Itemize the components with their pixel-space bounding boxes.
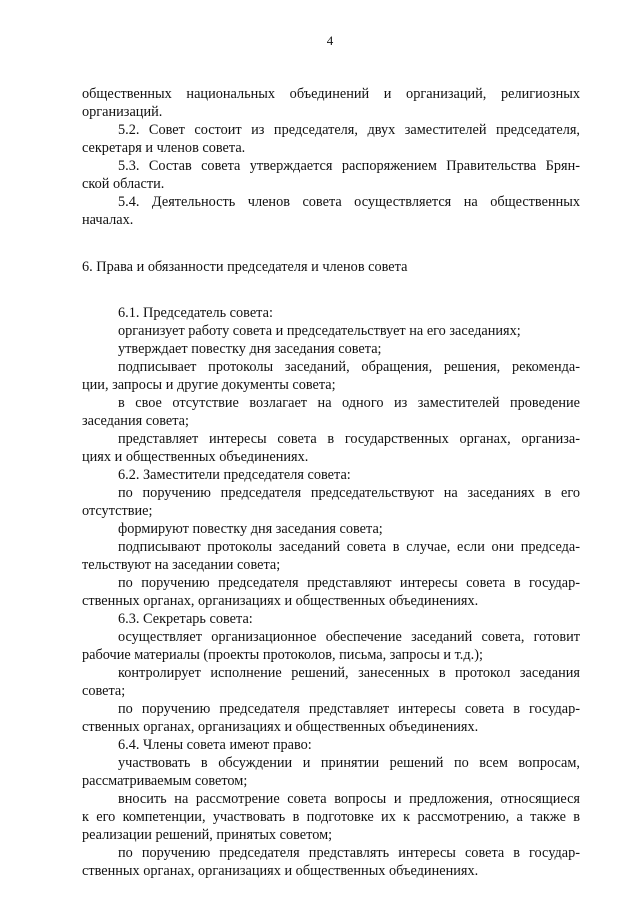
text-line: подписывает протоколы заседаний, обращения, решения, рекоменда- — [118, 359, 580, 375]
text-line: 5.3. Состав совета утверждается распоряжением Правительства Брян- — [118, 158, 580, 174]
section-heading — [82, 258, 580, 276]
document-body — [82, 85, 580, 880]
text-line: подписывают протоколы заседаний совета в случае, если они председа- — [118, 539, 580, 555]
paragraph — [82, 664, 580, 700]
paragraph — [82, 484, 580, 520]
paragraph — [82, 340, 580, 358]
text-line: 5.2. Совет состоит из председателя, двух заместителей председателя, — [118, 122, 580, 138]
text-line: рассматриваемым советом; — [82, 773, 248, 789]
paragraph — [82, 394, 580, 430]
text-line: организаций. — [82, 104, 163, 120]
paragraph — [82, 610, 580, 628]
text-line: по поручению председателя председательствуют на заседаниях в его — [118, 485, 580, 501]
text-line: 6.4. Члены совета имеют право: — [118, 737, 312, 753]
text-line: в свое отсутствие возлагает на одного из заместителей проведение — [118, 395, 580, 411]
text-line: ственных органах, организациях и общественных объединениях. — [82, 863, 479, 879]
text-line: ственных органах, организациях и общественных объединениях. — [82, 593, 479, 609]
paragraph — [82, 430, 580, 466]
text-line: по поручению председателя представляет интересы совета в государ- — [118, 701, 580, 717]
paragraph — [82, 700, 580, 736]
text-line: организует работу совета и председательствует на его заседаниях; — [118, 323, 521, 339]
page-number: 4 — [326, 33, 334, 48]
paragraph — [82, 193, 580, 229]
paragraph — [82, 85, 580, 121]
paragraph — [82, 844, 580, 880]
text-line: совета; — [82, 683, 126, 699]
text-line: 6.3. Секретарь совета: — [118, 611, 253, 627]
text-line: по поручению председателя представляют интересы совета в государ- — [118, 575, 580, 591]
paragraph — [82, 628, 580, 664]
text-line: общественных национальных объединений и организаций, религиозных — [82, 86, 580, 102]
text-line: участвовать в обсуждении и принятии решений по всем вопросам, — [118, 755, 580, 771]
text-line: по поручению председателя представлять интересы совета в государ- — [118, 845, 580, 861]
paragraph — [82, 754, 580, 790]
text-line: секретаря и членов совета. — [82, 140, 246, 156]
text-line: осуществляет организационное обеспечение заседаний совета, готовит — [118, 629, 580, 645]
text-line: 6.1. Председатель совета: — [118, 305, 273, 321]
text-line: формируют повестку дня заседания совета; — [118, 521, 383, 537]
paragraph — [82, 304, 580, 322]
text-line: ственных органах, организациях и общественных объединениях. — [82, 719, 479, 735]
text-line: ской области. — [82, 176, 165, 192]
text-line: тельствуют на заседании совета; — [82, 557, 281, 573]
text-line: началах. — [82, 212, 134, 228]
paragraph — [82, 538, 580, 574]
paragraph — [82, 520, 580, 538]
text-line: отсутствие; — [82, 503, 153, 519]
paragraph — [82, 322, 580, 340]
text-line: представляет интересы совета в государственных органах, организа- — [118, 431, 580, 447]
paragraph — [82, 466, 580, 484]
text-line: заседания совета; — [82, 413, 189, 429]
paragraph — [82, 121, 580, 157]
paragraph — [82, 157, 580, 193]
heading-text: 6. Права и обязанности председателя и членов совета — [82, 259, 408, 275]
text-line: к его компетенции, участвовать в подготовке их к рассмотрению, а также в — [82, 809, 580, 825]
text-line: 5.4. Деятельность членов совета осуществляется на общественных — [118, 194, 580, 210]
text-line: утверждает повестку дня заседания совета; — [118, 341, 382, 357]
paragraph — [82, 736, 580, 754]
paragraph — [82, 790, 580, 844]
text-line: контролирует исполнение решений, занесенных в протокол заседания — [118, 665, 580, 681]
text-line: реализации решений, принятых советом; — [82, 827, 333, 843]
text-line: вносить на рассмотрение совета вопросы и предложения, относящиеся — [118, 791, 580, 807]
text-line: 6.2. Заместители председателя совета: — [118, 467, 351, 483]
text-line: циях и общественных объединениях. — [82, 449, 309, 465]
text-line: ции, запросы и другие документы совета; — [82, 377, 336, 393]
paragraph — [82, 574, 580, 610]
text-line: рабочие материалы (проекты протоколов, письма, запросы и т.д.); — [82, 647, 483, 663]
paragraph — [82, 358, 580, 394]
